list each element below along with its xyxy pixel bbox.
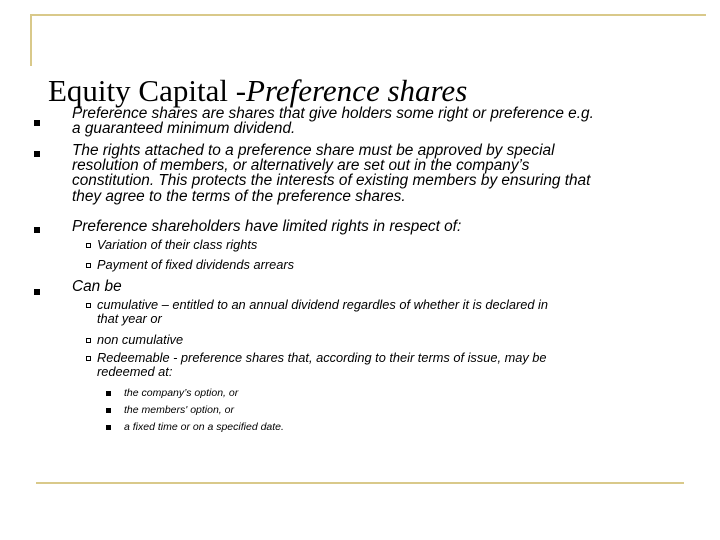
bullet-4-sub-3-item-3 bbox=[124, 420, 284, 434]
bullet-3 bbox=[72, 219, 461, 234]
title-italic: Preference shares bbox=[246, 73, 468, 108]
slide-title bbox=[48, 74, 467, 108]
bullet-square-icon bbox=[106, 391, 111, 396]
bullet-3-sub-1-text: Variation of their class rights bbox=[97, 237, 258, 252]
bullet-4-sub-2-text: non cumulative bbox=[97, 332, 184, 347]
option-members: the members' option, or bbox=[124, 404, 234, 416]
bullet-4-sub-1-line-2: that year or bbox=[97, 311, 162, 326]
bullet-3-sub-2 bbox=[97, 258, 294, 272]
bullet-square-icon bbox=[106, 425, 111, 430]
bullet-square-icon bbox=[106, 408, 111, 413]
title-main: Equity Capital - bbox=[48, 73, 247, 108]
bullet-2-line-1: The rights attached to a preference share must be approved by special bbox=[72, 142, 555, 159]
frame-top-rule bbox=[30, 14, 706, 16]
option-fixed-time: a fixed time or on a specified date. bbox=[124, 421, 284, 433]
option-company: the company’s option, or bbox=[124, 387, 239, 399]
bullet-4-sub-3-item-2 bbox=[124, 403, 234, 417]
bullet-1-line-2: a guaranteed minimum dividend. bbox=[72, 120, 296, 138]
bullet-2-line-2: resolution of members, or alternatively are set out in the company’s bbox=[72, 157, 530, 175]
frame-vertical-rule bbox=[30, 14, 32, 66]
bullet-2 bbox=[72, 143, 590, 204]
bullet-3-sub-2-text: Payment of fixed dividends arrears bbox=[97, 257, 295, 272]
bullet-square-icon bbox=[34, 227, 40, 233]
bullet-4 bbox=[72, 279, 122, 294]
bullet-square-icon bbox=[34, 120, 40, 126]
bullet-hollow-square-icon bbox=[86, 303, 91, 308]
bullet-square-icon bbox=[34, 289, 40, 295]
bullet-hollow-square-icon bbox=[86, 338, 91, 343]
bullet-2-line-4: they agree to the terms of the preference shares. bbox=[72, 187, 406, 205]
bullet-hollow-square-icon bbox=[86, 243, 91, 248]
bullet-4-sub-2 bbox=[97, 333, 183, 347]
bullet-4-sub-3-line-2: redeemed at: bbox=[97, 364, 173, 379]
bullet-4-sub-3-item-1 bbox=[124, 386, 238, 400]
bullet-2-line-3: constitution. This protects the interests of existing members by ensuring that bbox=[72, 172, 591, 190]
frame-bottom-rule bbox=[36, 482, 684, 484]
bullet-1-line-1: Preference shares are shares that give holders some right or preference e.g. bbox=[72, 105, 594, 122]
bullet-4-line-1: Can be bbox=[72, 278, 122, 295]
bullet-3-sub-1 bbox=[97, 238, 257, 252]
bullet-4-sub-3-line-1: Redeemable - preference shares that, according to their terms of issue, may be bbox=[97, 350, 547, 365]
bullet-4-sub-1 bbox=[97, 298, 548, 326]
bullet-3-line-1: Preference shareholders have limited rights in respect of: bbox=[72, 218, 462, 235]
bullet-1 bbox=[72, 106, 594, 136]
bullet-hollow-square-icon bbox=[86, 356, 91, 361]
bullet-4-sub-1-line-1: cumulative – entitled to an annual dividend regardles of whether it is declared in bbox=[97, 297, 549, 312]
bullet-4-sub-3 bbox=[97, 351, 547, 379]
bullet-hollow-square-icon bbox=[86, 263, 91, 268]
bullet-square-icon bbox=[34, 151, 40, 157]
